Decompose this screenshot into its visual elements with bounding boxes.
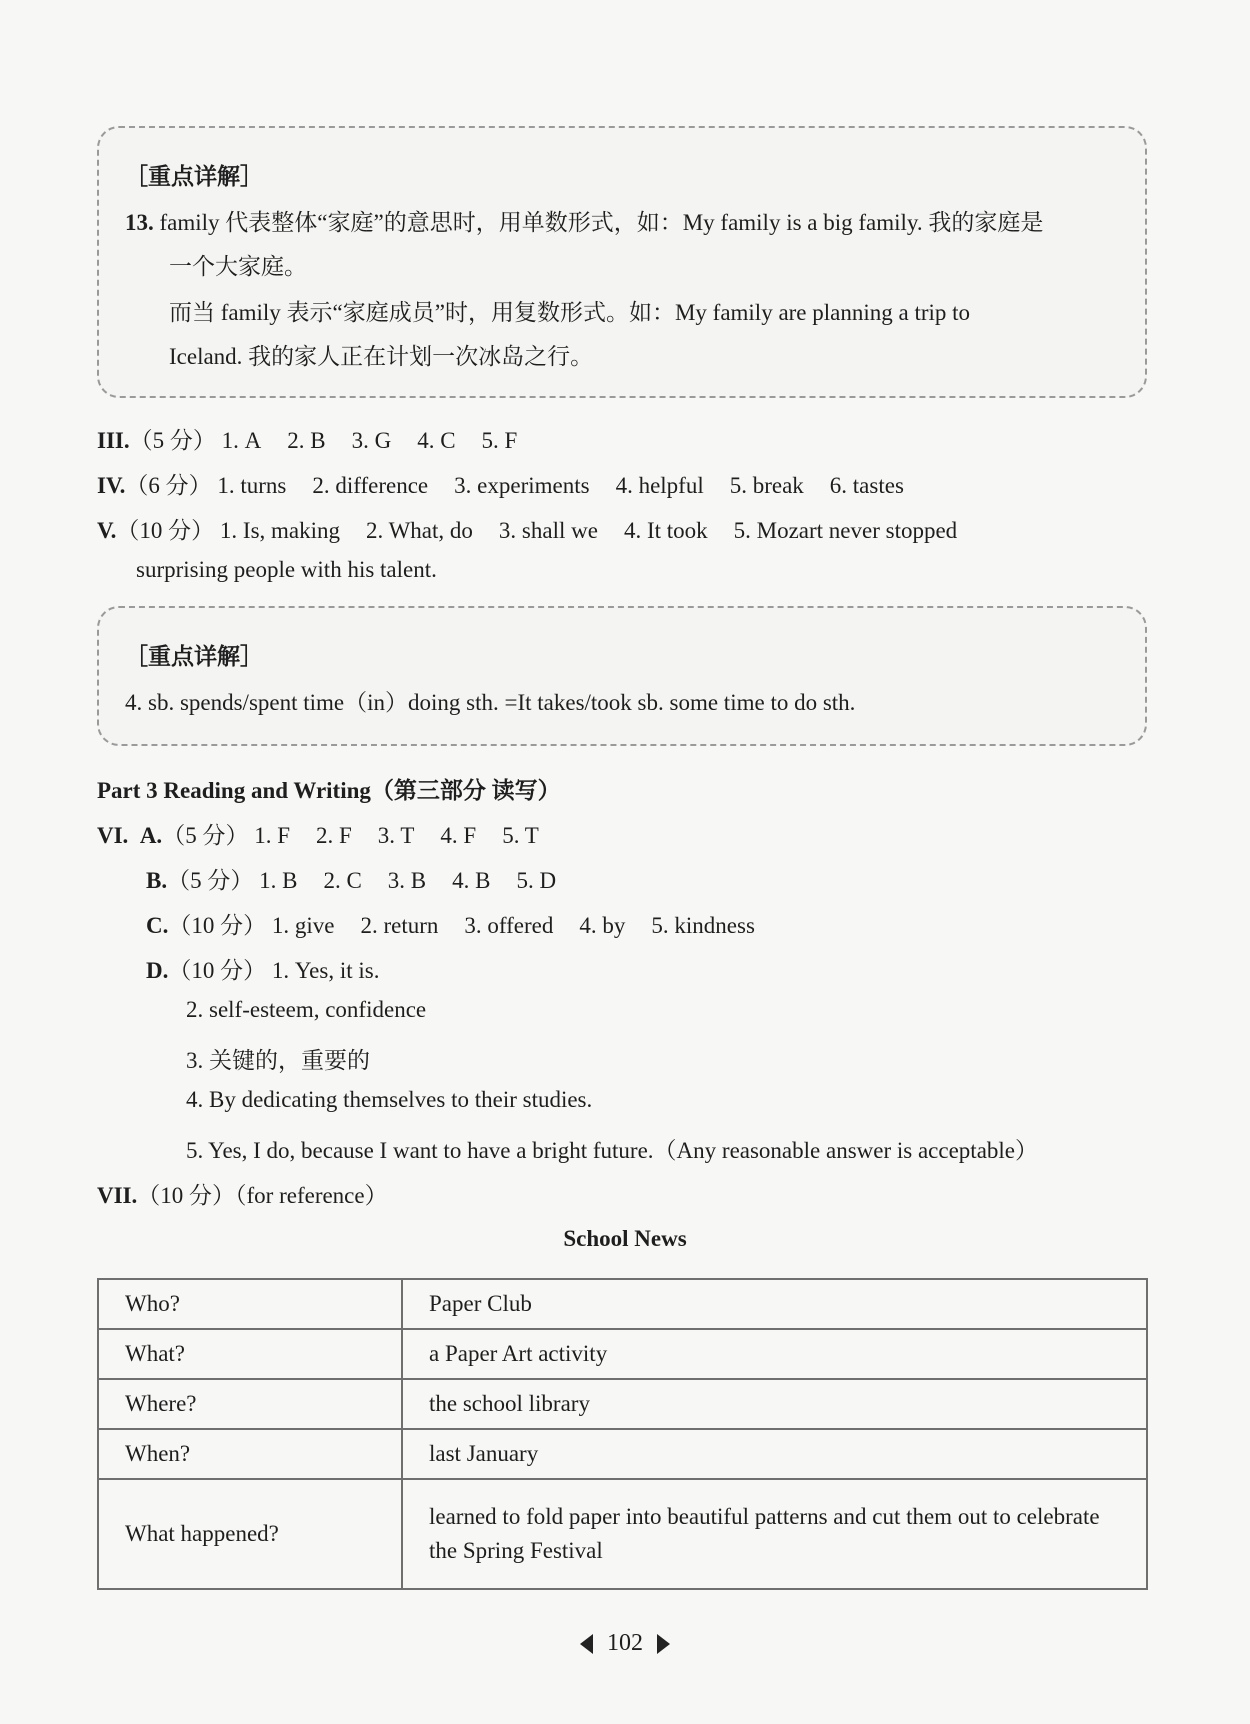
answer: 3. experiments <box>454 473 590 498</box>
section-vi-b-answers <box>146 862 582 895</box>
section-vi-d-answer-1 <box>146 952 379 985</box>
section-vi-a-answers <box>97 817 565 850</box>
section-label: III. <box>97 428 130 453</box>
section-score: （10 分） <box>168 913 267 938</box>
question-cell: What? <box>98 1329 402 1379</box>
section-iii-answers <box>97 422 543 455</box>
section-label: V. <box>97 518 117 543</box>
table-row <box>98 1329 1147 1379</box>
answer: 2. C <box>323 868 362 893</box>
answer: 2. B <box>287 428 326 453</box>
section-score: （10 分）（for reference） <box>137 1183 388 1208</box>
section-vi-c-answers <box>146 907 781 940</box>
answer-cell: a Paper Art activity <box>402 1329 1147 1379</box>
triangle-right-icon <box>657 1634 670 1654</box>
page-number <box>0 1630 1250 1657</box>
answer-cell: last January <box>402 1429 1147 1479</box>
section-v-answers <box>97 512 957 545</box>
section-score: （5 分） <box>167 868 254 893</box>
answer: 5. T <box>502 823 539 848</box>
key-points-heading: ［重点详解］ <box>125 164 263 189</box>
answer: 2. return <box>360 913 439 938</box>
answer: 5. kindness <box>651 913 755 938</box>
answer: 6. tastes <box>829 473 904 498</box>
answer: 4. helpful <box>615 473 704 498</box>
section-vi-d-answer-3: 3. 关键的，重要的 <box>186 1048 370 1073</box>
table-row <box>98 1429 1147 1479</box>
key-point-13-line3: 而当 family 表示“家庭成员”时，用复数形式。如：My family are planning a trip to <box>169 300 971 325</box>
subsection-label: A. <box>139 823 163 848</box>
key-point-13-line4: Iceland. 我的家人正在计划一次冰岛之行。 <box>169 344 594 369</box>
table-row <box>98 1279 1147 1329</box>
question-cell: When? <box>98 1429 402 1479</box>
answer: 3. G <box>351 428 392 453</box>
school-news-table <box>97 1278 1148 1590</box>
answer: 2. difference <box>312 473 429 498</box>
table-row <box>98 1379 1147 1429</box>
key-points-box-2 <box>97 606 1147 746</box>
answer: 1. turns <box>217 473 287 498</box>
answer: 4. F <box>440 823 477 848</box>
answer: 4. B <box>452 868 491 893</box>
section-label: IV. <box>97 473 126 498</box>
question-cell: Where? <box>98 1379 402 1429</box>
section-score: （5 分） <box>162 823 249 848</box>
answer: 4. C <box>417 428 456 453</box>
table-row <box>98 1479 1147 1589</box>
answer: 3. shall we <box>498 518 598 543</box>
subsection-label: D. <box>146 958 169 983</box>
key-point-number: 13. <box>125 210 154 235</box>
subsection-label: C. <box>146 913 169 938</box>
part-3-title: Part 3 Reading and Writing（第三部分 读写） <box>97 778 561 803</box>
section-score: （5 分） <box>129 428 216 453</box>
answer: 1. Is, making <box>219 518 341 543</box>
key-points-box-1 <box>97 126 1147 398</box>
answer: 3. T <box>377 823 415 848</box>
answer: 1. A <box>221 428 262 453</box>
answer-cell: the school library <box>402 1379 1147 1429</box>
answer: 5. break <box>729 473 804 498</box>
answer: 1. F <box>254 823 290 848</box>
key-point-4: 4. sb. spends/spent time（in）doing sth. =It takes/took sb. some time to do sth. <box>125 690 856 715</box>
news-title: School News <box>563 1226 687 1251</box>
key-points-heading: ［重点详解］ <box>125 644 263 669</box>
answer: 2. What, do <box>366 518 473 543</box>
section-vi-d-answer-4: 4. By dedicating themselves to their studies. <box>186 1087 593 1112</box>
answer: 1. B <box>259 868 298 893</box>
answer: 1. Yes, it is. <box>271 958 380 983</box>
key-point-13-line2: 一个大家庭。 <box>169 254 307 279</box>
answer-cell: learned to fold paper into beautiful patterns and cut them out to celebrate the Spring Festival <box>402 1479 1147 1589</box>
subsection-label: B. <box>146 868 168 893</box>
answer: 5. F <box>481 428 518 453</box>
section-iv-answers <box>97 467 930 500</box>
section-label: VII. <box>97 1183 138 1208</box>
answer: 4. It took <box>623 518 708 543</box>
section-vii-header <box>97 1177 388 1210</box>
answer: 1. give <box>271 913 335 938</box>
answer: 4. by <box>579 913 626 938</box>
section-score: （10 分） <box>116 518 215 543</box>
page-number-text: 102 <box>607 1630 643 1656</box>
triangle-left-icon <box>580 1634 593 1654</box>
section-vi-d-answer-5: 5. Yes, I do, because I want to have a bright future.（Any reasonable answer is acceptable） <box>186 1138 1038 1163</box>
answer: 3. offered <box>464 913 554 938</box>
question-cell: What happened? <box>98 1479 402 1589</box>
question-cell: Who? <box>98 1279 402 1329</box>
answer: 3. B <box>387 868 427 893</box>
section-v-continuation: surprising people with his talent. <box>136 557 437 582</box>
key-point-text: family 代表整体“家庭”的意思时，用单数形式，如：My family is a big family. 我的家庭是 <box>159 210 1044 235</box>
section-score: （10 分） <box>168 958 267 983</box>
answer: 2. F <box>315 823 352 848</box>
section-vi-d-answer-2: 2. self-esteem, confidence <box>186 997 427 1022</box>
answer-cell: Paper Club <box>402 1279 1147 1329</box>
section-label: VI. <box>97 823 129 848</box>
answer: 5. D <box>516 868 557 893</box>
section-score: （6 分） <box>125 473 212 498</box>
key-point-13-line1 <box>125 204 1043 237</box>
answer: 5. Mozart never stopped <box>733 518 958 543</box>
